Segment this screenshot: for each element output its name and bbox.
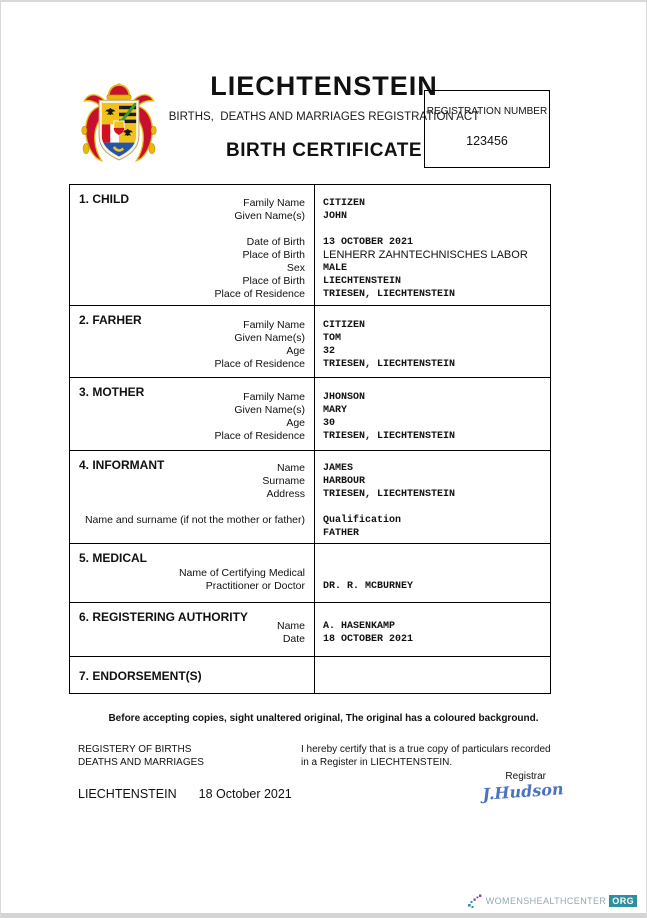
field-label: Date <box>282 633 305 645</box>
field-label: Surname <box>262 475 305 487</box>
footer-notice: Before accepting copies, sight unaltered original, The original has a coloured background. <box>108 713 539 724</box>
field-value: MALE <box>323 263 348 274</box>
field-label: Family Name <box>243 197 305 209</box>
field-value: Qualification <box>323 515 402 526</box>
watermark-org-badge: ORG <box>609 895 637 907</box>
field-label: Age <box>286 417 305 429</box>
field-value: 18 OCTOBER 2021 <box>323 634 414 645</box>
field-label: Place of Birth <box>242 275 305 287</box>
field-label: Name and surname (if not the mother or father) <box>84 514 305 526</box>
field-value: HARBOUR <box>323 476 366 487</box>
section-mother-heading: 3. MOTHER <box>79 385 145 399</box>
section-informant <box>70 451 550 544</box>
field-label: Given Name(s) <box>234 332 305 344</box>
registrar-label: Registrar <box>505 771 546 782</box>
field-value: A. HASENKAMP <box>323 621 396 632</box>
issue-place-date <box>78 787 292 801</box>
field-label: Given Name(s) <box>234 404 305 416</box>
field-label: Place of Residence <box>214 358 305 370</box>
issue-date: 18 October 2021 <box>198 787 292 801</box>
section-father <box>70 306 550 378</box>
certify-statement: I hereby certify that is a true copy of particulars recorded in a Register in LIECHTENSTEIN. <box>301 744 551 768</box>
field-value: FATHER <box>323 528 360 539</box>
registration-number-box <box>424 90 550 168</box>
section-registering-authority-heading: 6. REGISTERING AUTHORITY <box>79 610 248 624</box>
page-title: LIECHTENSTEIN <box>210 71 438 101</box>
field-label: Given Name(s) <box>234 210 305 222</box>
field-value: TRIESEN, LIECHTENSTEIN <box>323 431 456 442</box>
section-informant-heading: 4. INFORMANT <box>79 458 165 472</box>
issue-place: LIECHTENSTEIN <box>78 787 177 801</box>
swoosh-dots-icon <box>467 893 483 909</box>
field-value: CITIZEN <box>323 198 366 209</box>
registry-line2: DEATHS AND MARRIAGES <box>78 756 204 768</box>
section-father-heading: 2. FARHER <box>79 313 142 327</box>
field-label: Date of Birth <box>246 236 305 248</box>
section-registering-authority <box>70 603 550 657</box>
field-label: Sex <box>286 262 305 274</box>
section-endorsements <box>70 657 550 693</box>
section-medical-heading: 5. MEDICAL <box>79 551 148 565</box>
field-label: Age <box>286 345 305 357</box>
field-value: TRIESEN, LIECHTENSTEIN <box>323 489 456 500</box>
registry-line1: REGISTERY OF BIRTHS <box>78 744 192 755</box>
field-label: Family Name <box>243 319 305 331</box>
field-label: Address <box>266 488 305 500</box>
watermark-name: WOMENSHEALTHCENTER <box>485 896 607 906</box>
bottom-border-bar <box>1 913 646 918</box>
field-label: Place of Residence <box>214 430 305 442</box>
field-value: TRIESEN, LIECHTENSTEIN <box>323 289 456 300</box>
field-value: JHONSON <box>323 392 366 403</box>
field-label: Name <box>276 620 305 632</box>
field-label: Name <box>276 462 305 474</box>
section-medical <box>70 544 550 603</box>
field-value: TRIESEN, LIECHTENSTEIN <box>323 359 456 370</box>
field-label: Place of Birth <box>242 249 305 261</box>
field-value: 30 <box>323 418 336 429</box>
registration-number-label: REGISTRATION NUMBER <box>426 106 548 117</box>
act-subtitle: BIRTHS, DEATHS AND MARRIAGES REGISTRATION ACT <box>168 111 480 123</box>
field-value: LIECHTENSTEIN <box>323 276 402 287</box>
field-value: TOM <box>323 333 342 344</box>
section-child-heading: 1. CHILD <box>79 192 130 206</box>
field-value: JAMES <box>323 463 354 474</box>
section-child <box>70 185 550 306</box>
field-value: DR. R. MCBURNEY <box>323 581 414 592</box>
field-label: Name of Certifying Medical Practitioner or Doctor <box>178 567 305 592</box>
doc-type-title: BIRTH CERTIFICATE <box>225 140 423 161</box>
section-endorsements-heading: 7. ENDORSEMENT(S) <box>79 669 202 683</box>
field-value: 32 <box>323 346 336 357</box>
field-label: Place of Residence <box>214 288 305 300</box>
field-value: MARY <box>323 405 348 416</box>
womenshealthcenter-logo <box>467 893 637 909</box>
field-value: CITIZEN <box>323 320 366 331</box>
field-value: JOHN <box>323 211 348 222</box>
field-value: LENHERR ZAHNTECHNISCHES LABOR <box>323 249 528 261</box>
certificate-table <box>69 184 551 694</box>
section-mother <box>70 378 550 451</box>
field-value: 13 OCTOBER 2021 <box>323 237 414 248</box>
registrar-signature: J.Hudson <box>481 779 565 804</box>
registry-title <box>78 744 204 769</box>
registration-number-value: 123456 <box>466 134 508 148</box>
field-label: Family Name <box>243 391 305 403</box>
